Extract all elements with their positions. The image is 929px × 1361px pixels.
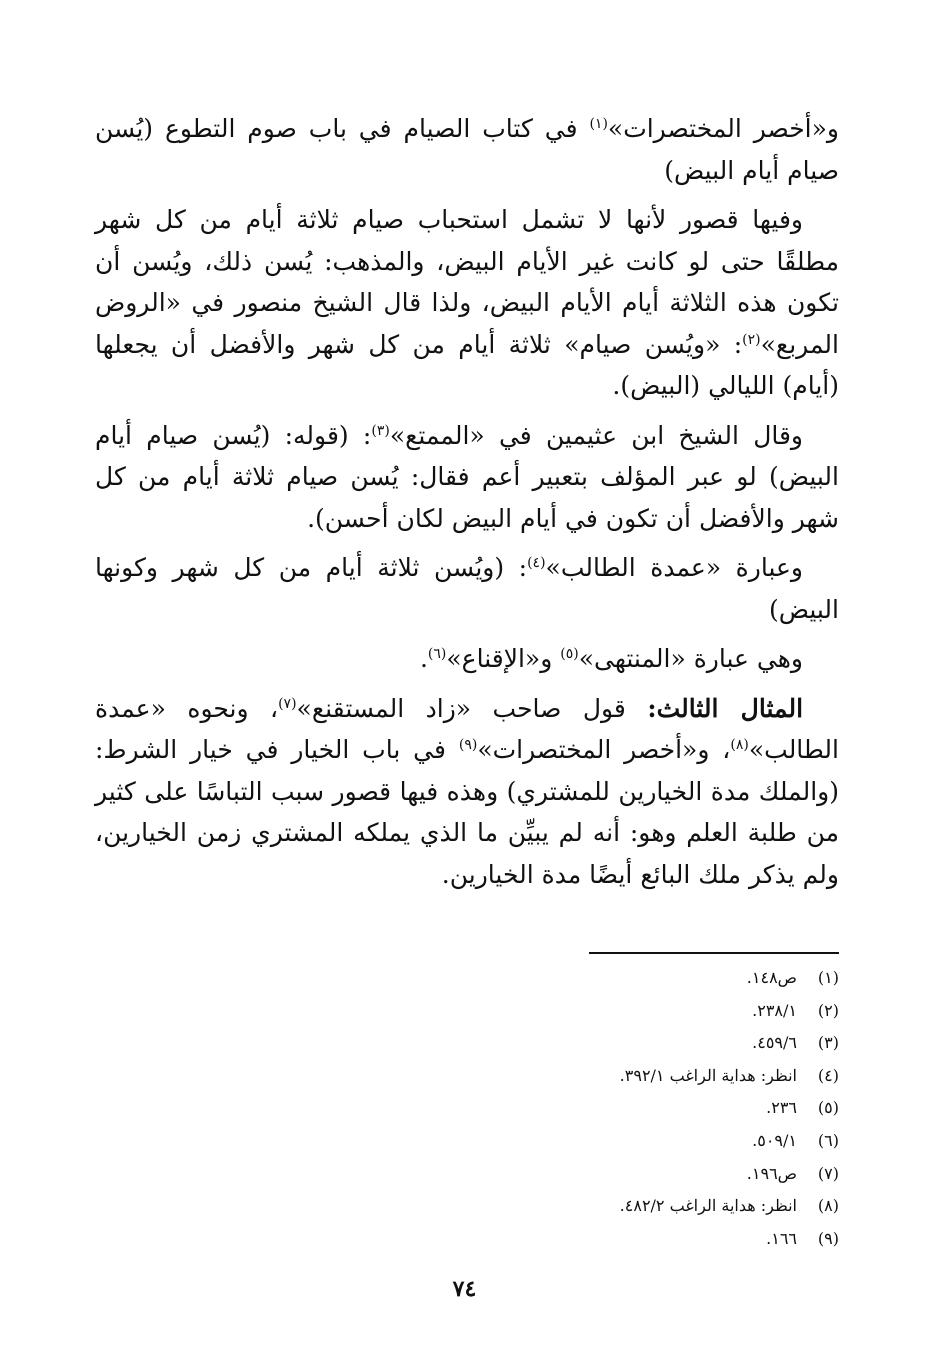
footnotes-list (95, 962, 839, 1255)
footnote-ref[interactable]: (٣) (371, 422, 390, 439)
footnote-number: (٢) (817, 1000, 839, 1020)
footnote-text: انظر: هداية الراغب ٣٩٢/١. (619, 1065, 797, 1085)
footnote-item (95, 1223, 839, 1256)
text-run: : «ويُسن صيام» ثلاثة أيام من كل شهر والأفضل أن يجعلها (أيام) الليالي (البيض). (95, 329, 839, 400)
text-run: وفيها قصور لأنها لا تشمل استحباب صيام ثلاثة أيام من كل شهر مطلقًا حتى لو كانت غير الأيام البيض، والمذهب: يُسن ذلك، ويُسن أن تكون هذه الثلاثة أيام الأيام البيض، ولذا قال الشيخ منصور في «الروض المربع» (95, 205, 839, 359)
footnote-item (95, 995, 839, 1028)
text-run: ، و«أخصر المختصرات» (477, 735, 731, 764)
footnote-item (95, 1027, 839, 1060)
footnote-item (95, 1158, 839, 1191)
footnote-text: ٢٣٨/١. (752, 1000, 797, 1020)
footnote-ref[interactable]: (٦) (427, 646, 447, 662)
footnote-number: (٤) (817, 1065, 839, 1085)
paragraph-1 (95, 108, 839, 191)
paragraph-5 (95, 638, 839, 680)
paragraph-4 (95, 547, 839, 630)
footnote-text: ٥٠٩/١. (752, 1130, 797, 1150)
footnote-text: ٢٣٦. (766, 1098, 797, 1118)
text-run: في باب الخيار في خيار الشرط: (والملك مدة الخيارين للمشتري) وهذه فيها قصور سبب التباسًا على كثير من طلبة العلم وهو: أنه لم يبيِّن ما الذي يملكه المشتري زمن الخيارين، ولم يذكر ملك البائع أيضًا مدة الخيارين. (95, 735, 839, 889)
text-run: ، ونحوه «عمدة الطالب» (95, 693, 839, 764)
footnote-number: (٩) (817, 1228, 839, 1248)
footnote-text: ص١٤٨. (746, 968, 797, 987)
text-run: في كتاب الصيام في باب صوم التطوع (يُسن صيام أيام البيض) (95, 114, 839, 185)
paragraph-6 (95, 688, 839, 896)
footnote-divider (589, 952, 839, 954)
footnote-item (95, 1190, 839, 1223)
footnote-number: (٧) (817, 1163, 839, 1183)
paragraph-2 (95, 199, 839, 407)
footnote-number: (٦) (817, 1130, 839, 1150)
footnote-text: ٤٥٩/٦. (752, 1033, 797, 1053)
footnote-item (95, 1092, 839, 1125)
text-run: و«الإقناع» (446, 644, 561, 673)
footnote-ref[interactable]: (٩) (458, 737, 478, 753)
footnote-text: ص١٩٦. (746, 1163, 797, 1183)
footnote-number: (٣) (817, 1033, 839, 1053)
footnote-number: (٨) (817, 1196, 839, 1216)
text-run: قول صاحب «زاد المستقنع» (296, 693, 648, 723)
footnote-number: (١) (817, 968, 839, 987)
footnote-item (95, 1060, 839, 1093)
footnote-number: (٥) (817, 1098, 839, 1118)
footnote-ref[interactable]: (١) (589, 116, 608, 132)
footnote-item (95, 1125, 839, 1158)
footnote-ref[interactable]: (٧) (278, 695, 297, 712)
footnote-text: انظر: هداية الراغب ٤٨٢/٢. (619, 1196, 797, 1216)
text-run: و«أخصر المختصرات» (607, 114, 839, 143)
main-text (95, 108, 839, 903)
text-run: : (قوله: (يُسن صيام أيام البيض) لو عبر المؤلف بتعبير أعم فقال: يُسن صيام ثلاثة أيام من كل شهر والأفضل أن تكون في أيام البيض لكان أحسن). (95, 420, 839, 533)
footnote-ref[interactable]: (٤) (527, 555, 546, 571)
paragraph-3 (95, 415, 839, 540)
text-run: وقال الشيخ ابن عثيمين في «الممتع» (389, 420, 803, 450)
footnote-ref[interactable]: (٥) (560, 646, 579, 662)
text-run: وهي عبارة «المنتهى» (578, 644, 803, 673)
text-run: وعبارة «عمدة الطالب» (545, 553, 803, 582)
text-run: : (ويُسن ثلاثة أيام من كل شهر وكونها البيض) (95, 553, 839, 624)
text-run: . (419, 644, 428, 673)
section-heading: المثال الثالث: (647, 693, 804, 723)
page-number: ٧٤ (452, 1276, 477, 1302)
footnote-item (95, 962, 839, 995)
footnote-ref[interactable]: (٢) (742, 331, 761, 348)
footnote-text: ١٦٦. (766, 1228, 797, 1248)
footnote-ref[interactable]: (٨) (730, 737, 749, 753)
